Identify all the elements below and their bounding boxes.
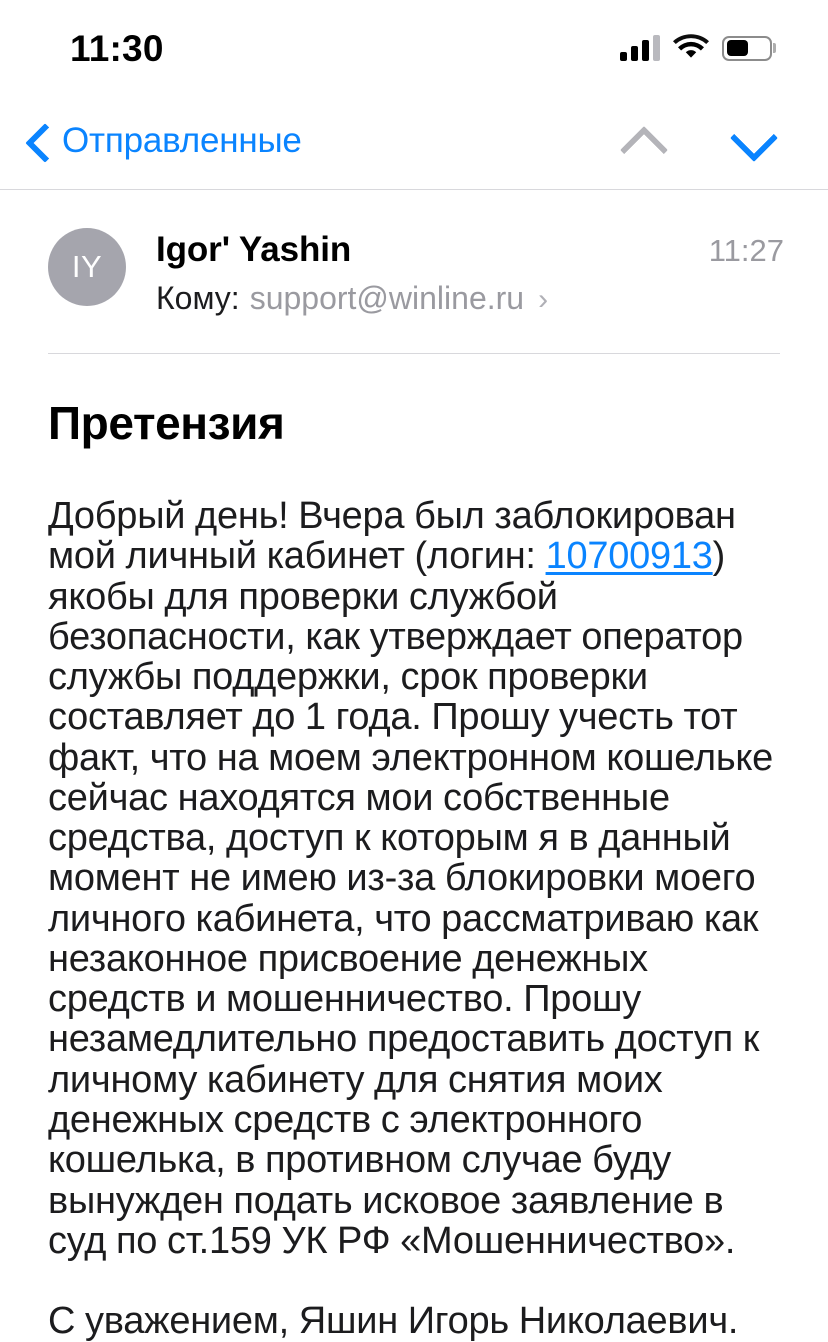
message-sender-row	[156, 230, 784, 270]
battery-icon	[722, 36, 772, 61]
status-bar-time: 11:30	[70, 27, 164, 69]
avatar: IY	[48, 228, 126, 306]
header-divider	[48, 353, 780, 354]
message-timestamp: 11:27	[708, 233, 784, 268]
chevron-up-icon[interactable]	[616, 121, 674, 161]
paragraph-1-before-link: Добрый день! Вчера был заблокирован мой личный кабинет (логин:	[48, 495, 736, 578]
message-recipient-row[interactable]	[156, 280, 784, 317]
message-paragraph-1	[48, 496, 784, 1261]
message-navigation-actions	[616, 121, 784, 161]
message-paragraph-2: С уважением, Яшин Игорь Николаевич.	[48, 1300, 739, 1342]
status-bar-indicators	[620, 35, 772, 61]
message-meta	[156, 228, 784, 317]
cellular-signal-icon	[620, 35, 660, 61]
wifi-icon	[674, 35, 708, 61]
sender-name[interactable]: Igor' Yashin	[156, 230, 352, 269]
chevron-left-icon	[28, 123, 48, 159]
navigation-bar	[0, 92, 828, 190]
login-link[interactable]: 10700913	[545, 535, 713, 578]
back-button-label: Отправленные	[62, 120, 302, 160]
status-bar	[0, 0, 828, 92]
message-subject: Претензия	[48, 397, 285, 449]
recipient-label: Кому:	[156, 280, 240, 316]
message-header	[0, 190, 828, 317]
recipient-address[interactable]: support@winline.ru	[249, 280, 525, 316]
paragraph-1-after-link: ) якобы для проверки службой безопасности, как утверждает оператор службы поддержки, срок проверки составляет до 1 года. Прошу учесть тот факт, что на моем электронном кошельке сейчас находятся мои собственные средства, доступ к которым я в данный момент не имею из-за блокировки моего личного кабинета, что рассматриваю как незаконное присвоение денежных средств и мошенничество. Прошу незамедлительно предоставить доступ к личному кабинету для снятия моих денежных средств с электронного кошелька, в противном случае буду вынужден подать исковое заявление в суд по ст.159 УК РФ «Мошенничество».	[48, 535, 774, 1262]
back-button[interactable]	[28, 121, 302, 161]
chevron-down-icon[interactable]	[726, 121, 784, 161]
message-body	[48, 496, 784, 1341]
chevron-right-icon[interactable]: ›	[538, 283, 549, 316]
